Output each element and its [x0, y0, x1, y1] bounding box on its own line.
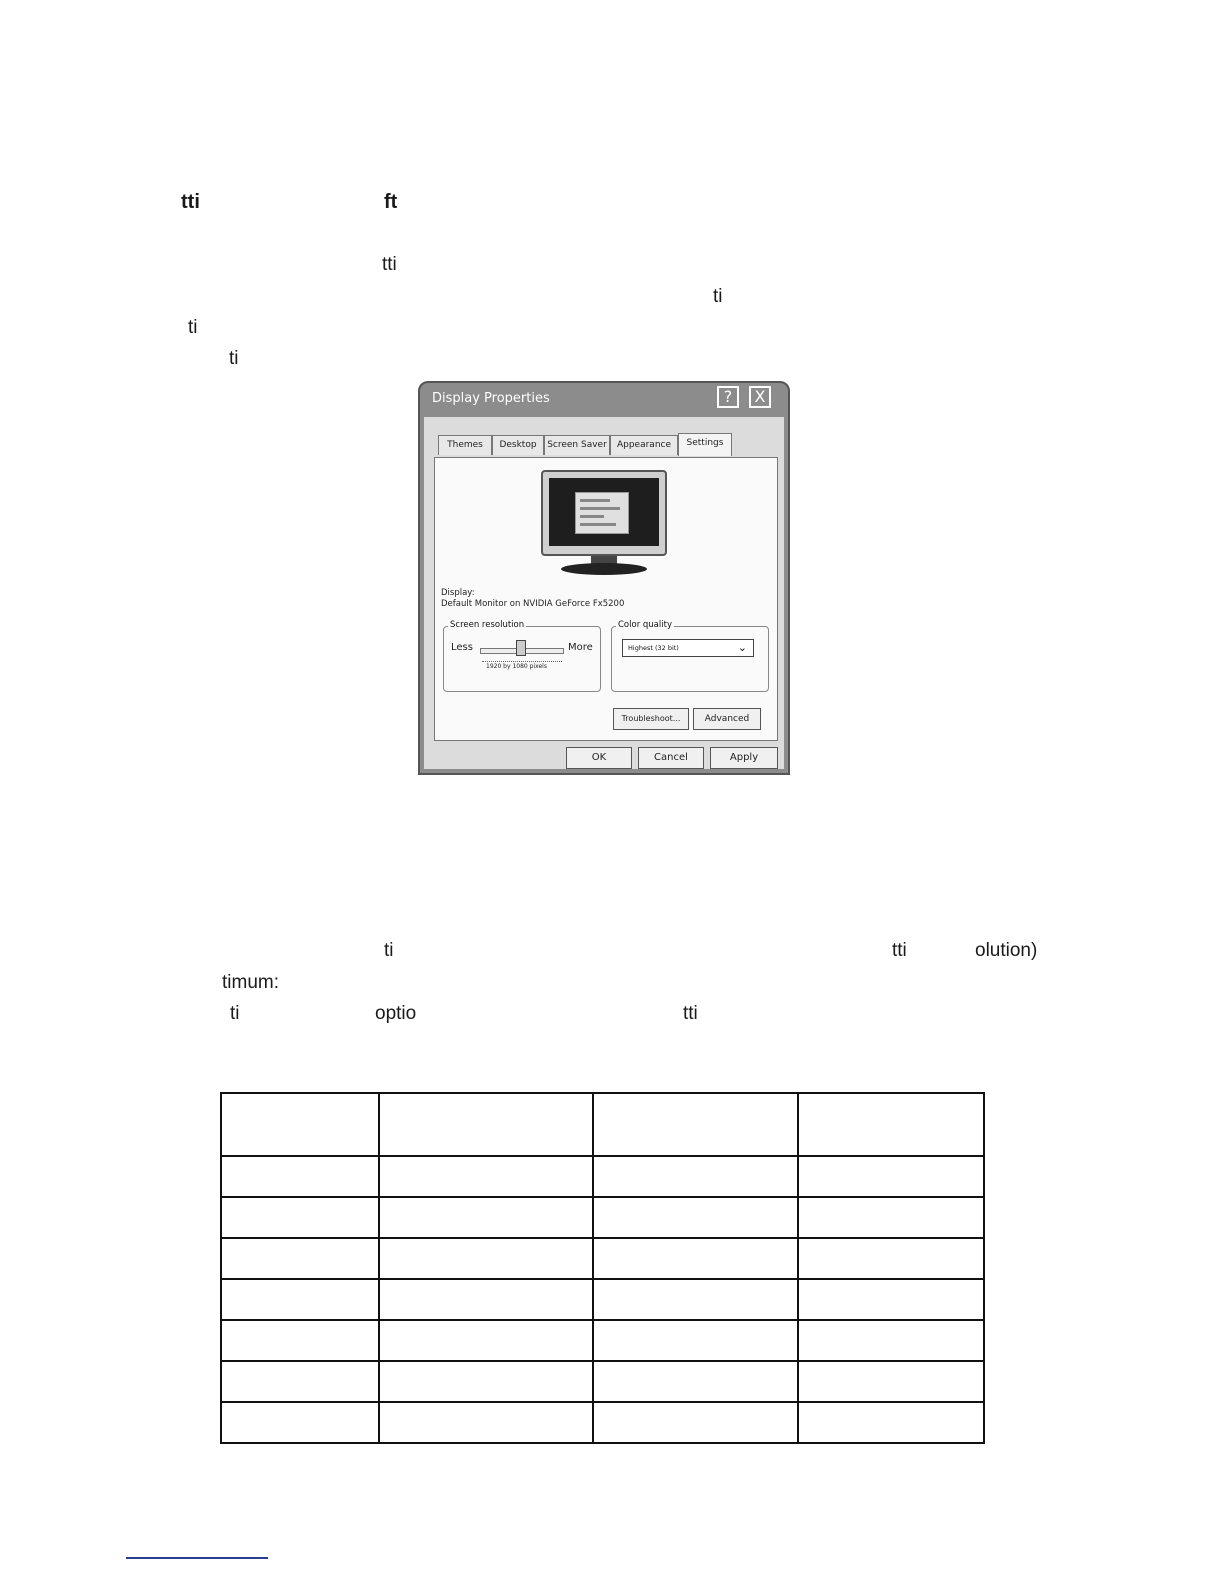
color-quality-select[interactable] [622, 639, 754, 657]
table-row [221, 1279, 984, 1320]
table-row [221, 1238, 984, 1279]
display-properties-dialog [418, 381, 790, 775]
tab-desktop[interactable]: Desktop [492, 435, 544, 455]
table-cell [221, 1197, 379, 1238]
screen-resolution-legend: Screen resolution [450, 620, 525, 630]
table-cell [379, 1402, 593, 1443]
dialog-titlebar [420, 383, 788, 417]
table-cell [221, 1320, 379, 1361]
table-cell [798, 1238, 984, 1279]
table-row [221, 1320, 984, 1361]
table-cell [798, 1320, 984, 1361]
apply-button[interactable]: Apply [710, 747, 778, 769]
text-fragment: tti [181, 191, 200, 213]
table-cell [379, 1197, 593, 1238]
tab-themes[interactable]: Themes [438, 435, 492, 455]
table-cell [221, 1238, 379, 1279]
table-row [221, 1156, 984, 1197]
table-cell [798, 1093, 984, 1156]
cancel-button[interactable]: Cancel [638, 747, 704, 769]
table-cell [379, 1238, 593, 1279]
table-cell [593, 1197, 798, 1238]
table-cell [379, 1320, 593, 1361]
text-fragment: ti [230, 1003, 240, 1024]
table-cell [593, 1361, 798, 1402]
text-fragment: ti [713, 286, 723, 307]
text-fragment: tti [683, 1003, 698, 1024]
dialog-title: Display Properties [432, 391, 550, 406]
table-cell [798, 1156, 984, 1197]
table-row [221, 1402, 984, 1443]
text-fragment: optio [375, 1003, 417, 1024]
table-cell [221, 1093, 379, 1156]
table-cell [379, 1279, 593, 1320]
text-fragment: timum: [222, 972, 279, 993]
advanced-button[interactable]: Advanced [693, 708, 761, 730]
table-cell [221, 1156, 379, 1197]
table-cell [379, 1093, 593, 1156]
text-fragment: tti [892, 940, 907, 961]
table-cell [798, 1197, 984, 1238]
more-label: More [568, 642, 593, 653]
resolution-table [220, 1092, 985, 1444]
text-fragment: ti [384, 940, 394, 961]
table-cell [798, 1402, 984, 1443]
less-label: Less [451, 642, 473, 653]
settings-panel [434, 457, 778, 741]
table-cell [593, 1402, 798, 1443]
tab-screen-saver[interactable]: Screen Saver [544, 435, 610, 455]
tab-settings[interactable]: Settings [678, 433, 732, 456]
resolution-value: 1920 by 1080 pixels [486, 663, 547, 670]
table-cell [593, 1238, 798, 1279]
table-row [221, 1361, 984, 1402]
monitor-icon [541, 470, 667, 576]
color-quality-legend: Color quality [618, 620, 672, 630]
table-cell [798, 1361, 984, 1402]
table-cell [798, 1279, 984, 1320]
chevron-down-icon: ⌄ [737, 641, 747, 654]
text-fragment: ft [384, 191, 398, 213]
table-header-row [221, 1093, 984, 1156]
dialog-body [424, 417, 784, 769]
table-cell [221, 1402, 379, 1443]
troubleshoot-button[interactable]: Troubleshoot... [613, 708, 689, 730]
table-cell [593, 1156, 798, 1197]
close-button[interactable]: X [749, 386, 771, 408]
table-cell [221, 1279, 379, 1320]
table-cell [593, 1279, 798, 1320]
text-fragment: ti [229, 348, 239, 369]
resolution-slider-thumb[interactable] [516, 640, 526, 656]
slider-ticks [482, 658, 562, 662]
footnote-divider [126, 1557, 268, 1559]
table-cell [221, 1361, 379, 1402]
table-cell [593, 1093, 798, 1156]
screen-resolution-group [443, 620, 601, 692]
table-cell [379, 1361, 593, 1402]
table-cell [379, 1156, 593, 1197]
text-fragment: tti [382, 254, 397, 275]
tab-appearance[interactable]: Appearance [610, 435, 678, 455]
text-fragment: olution) [975, 940, 1038, 961]
display-value: Default Monitor on NVIDIA GeForce Fx5200 [441, 599, 625, 609]
display-label: Display: [441, 588, 475, 598]
table-cell [593, 1320, 798, 1361]
ok-button[interactable]: OK [566, 747, 632, 769]
table-row [221, 1197, 984, 1238]
color-quality-value: Highest (32 bit) [628, 644, 679, 652]
text-fragment: ti [188, 317, 198, 338]
color-quality-group [611, 620, 769, 692]
help-button[interactable]: ? [717, 386, 739, 408]
